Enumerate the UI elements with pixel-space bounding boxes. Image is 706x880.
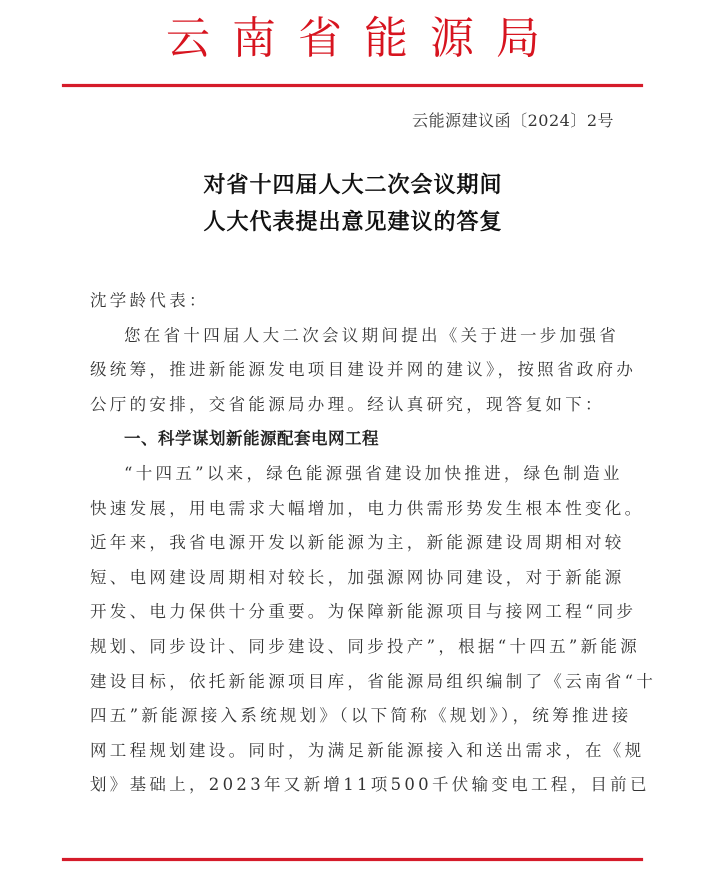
body-line: 开发、电力保供十分重要。为保障新能源项目与接网工程“同步 — [90, 602, 637, 622]
document-title-line-2: 人大代表提出意见建议的答复 — [203, 209, 503, 235]
document-title-line-1: 对省十四届人大二次会议期间 — [203, 172, 503, 198]
agency-masthead: 云南省能源局 — [166, 13, 562, 64]
body-line: 级统筹，推进新能源发电项目建设并网的建议》，按照省政府办 — [90, 360, 637, 380]
body-line: 网工程规划建设。同时，为满足新能源接入和送出需求，在《规 — [90, 740, 645, 760]
body-line: 划》基础上，2023年又新增11项500千伏输变电工程，目前已 — [90, 775, 650, 795]
letter-body — [90, 284, 657, 803]
body-line: 规划、同步设计、同步建设、同步投产”，根据“十四五”新能源 — [90, 636, 641, 656]
salutation: 沈学龄代表： — [90, 291, 209, 310]
section-heading: 一、科学谋划新能源配套电网工程 — [124, 429, 379, 449]
bottom-red-rule — [62, 858, 643, 861]
body-line: 短、电网建设周期相对较长，加强源网协同建设，对于新能源 — [90, 567, 625, 587]
document-number: 云能源建议函〔2024〕2号 — [412, 111, 614, 130]
body-line: 近年来，我省电源开发以新能源为主，新能源建设周期相对较 — [90, 533, 625, 553]
body-line: “十四五”以来，绿色能源强省建设加快推进，绿色制造业 — [124, 463, 623, 483]
body-line: 您在省十四届人大二次会议期间提出《关于进一步加强省 — [124, 325, 619, 345]
body-line: 四五”新能源接入系统规划》（以下简称《规划》），统筹推进接 — [90, 706, 632, 726]
top-red-rule — [62, 84, 643, 87]
body-line: 建设目标，依托新能源项目库，省能源局组织编制了《云南省“十 — [90, 671, 657, 691]
body-line: 快速发展，用电需求大幅增加，电力供需形势发生根本性变化。 — [90, 498, 645, 518]
body-line: 公厅的安排，交省能源局办理。经认真研究，现答复如下： — [90, 394, 605, 414]
